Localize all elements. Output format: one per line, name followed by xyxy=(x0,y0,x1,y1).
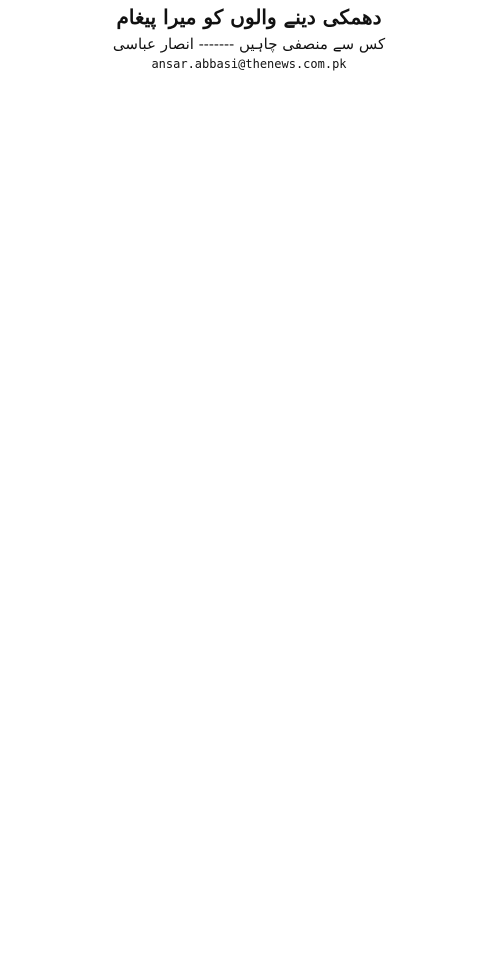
article-header xyxy=(8,6,490,71)
article-subheadline: کس سے منصفی چاہیں ------- انصار عباسی xyxy=(112,35,386,53)
article-headline: دھمکی دینے والوں کو میرا پیغام xyxy=(116,5,382,29)
author-email: ansar.abbasi@thenews.com.pk xyxy=(151,57,347,71)
